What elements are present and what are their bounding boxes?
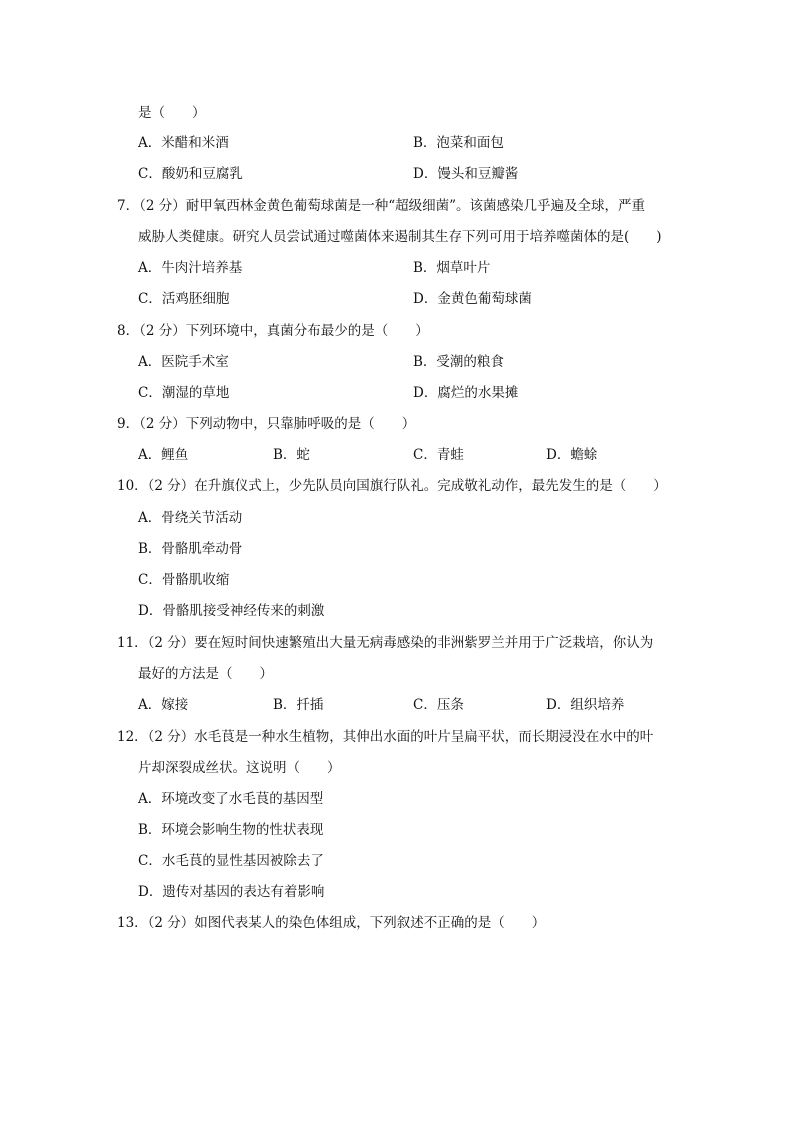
q6-option-b: B．泡菜和面包 <box>413 135 504 151</box>
q8-option-b: B．受潮的粮食 <box>413 354 504 370</box>
q11-option-a: A．嫁接 <box>138 697 189 713</box>
q10-option-c: C．骨骼肌收缩 <box>138 572 230 588</box>
q12-stem-line2: 片却深裂成丝状。这说明（ ） <box>138 760 341 776</box>
q11-stem-line2: 最好的方法是（ ） <box>138 666 273 682</box>
q12-stem-line1: 12．（2 分）水毛茛是一种水生植物，其伸出水面的叶片呈扁平状，而长期浸没在水中的叶 <box>117 729 654 745</box>
q8-option-c: C．潮湿的草地 <box>138 385 230 401</box>
q7-option-b: B．烟草叶片 <box>413 260 491 276</box>
q7-stem-line1: 7．（2 分）耐甲氧西林金黄色葡萄球菌是一种“超级细菌”。该菌感染几乎遍及全球，严重 <box>117 198 646 214</box>
q6-option-a: A．米醋和米酒 <box>138 135 229 151</box>
q10-option-a: A．骨绕关节活动 <box>138 510 243 526</box>
q12-option-d: D．遗传对基因的表达有着影响 <box>138 884 325 900</box>
q7-option-d: D．金黄色葡萄球菌 <box>413 291 532 307</box>
q9-option-d: D．蟾蜍 <box>546 447 598 463</box>
q9-stem: 9．（2 分）下列动物中，只靠肺呼吸的是（ ） <box>117 416 416 432</box>
q7-option-a: A．牛肉汁培养基 <box>138 260 243 276</box>
q8-option-d: D．腐烂的水果摊 <box>413 385 519 401</box>
q12-option-c: C．水毛茛的显性基因被除去了 <box>138 853 324 869</box>
q12-option-a: A．环境改变了水毛茛的基因型 <box>138 791 324 807</box>
q10-option-d: D．骨骼肌接受神经传来的刺激 <box>138 603 325 619</box>
q6-option-c: C．酸奶和豆腐乳 <box>138 166 243 182</box>
q11-option-b: B．扦插 <box>273 697 324 713</box>
q8-option-a: A．医院手术室 <box>138 354 229 370</box>
q7-option-c: C．活鸡胚细胞 <box>138 291 230 307</box>
q11-stem-line1: 11．（2 分）要在短时间快速繁殖出大量无病毒感染的非洲紫罗兰并用于广泛栽培，你认为 <box>117 635 654 651</box>
q11-option-d: D．组织培养 <box>546 697 625 713</box>
q11-option-c: C．压条 <box>413 697 464 713</box>
q6-stem-tail: 是（ ） <box>138 105 206 121</box>
q9-option-c: C．青蛙 <box>413 447 464 463</box>
q9-option-a: A．鲤鱼 <box>138 447 189 463</box>
q9-option-b: B．蛇 <box>273 447 310 463</box>
q10-option-b: B．骨骼肌牵动骨 <box>138 541 243 557</box>
q7-stem-line2: 威胁人类健康。研究人员尝试通过噬菌体来遏制其生存下列可用于培养噬菌体的是( ) <box>138 229 662 245</box>
q6-option-d: D．馒头和豆瓣酱 <box>413 166 519 182</box>
q8-stem: 8．（2 分）下列环境中，真菌分布最少的是（ ） <box>117 323 429 339</box>
q13-stem: 13．（2 分）如图代表某人的染色体组成，下列叙述不正确的是（ ） <box>117 915 546 931</box>
q12-option-b: B．环境会影响生物的性状表现 <box>138 822 324 838</box>
q10-stem: 10．（2 分）在升旗仪式上，少先队员向国旗行队礼。完成敬礼动作，最先发生的是（ ） <box>117 478 667 494</box>
